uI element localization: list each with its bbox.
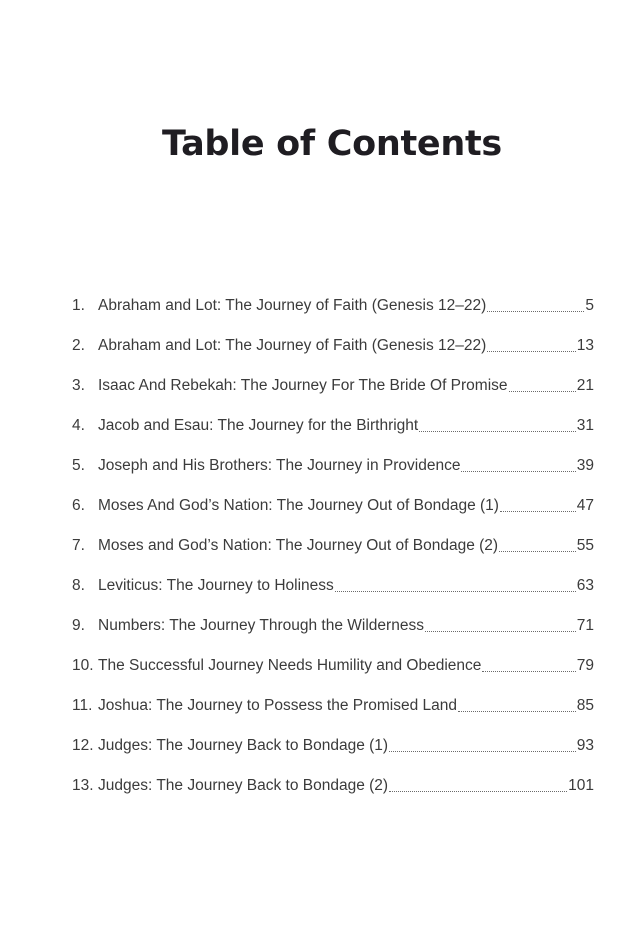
- dot-leader: [482, 655, 575, 677]
- toc-entry-title: Moses and God’s Nation: The Journey Out of Bondage (2): [98, 537, 499, 554]
- toc-entry-page: 93: [576, 737, 594, 754]
- toc-entry-title: Leviticus: The Journey to Holiness: [98, 577, 334, 594]
- dot-leader: [487, 295, 584, 317]
- toc-entry[interactable]: [72, 295, 594, 335]
- toc-entry[interactable]: [72, 455, 594, 495]
- dot-leader: [499, 535, 576, 557]
- toc-entry-title: Abraham and Lot: The Journey of Faith (Genesis 12–22): [98, 297, 487, 314]
- toc-entry-number: 9.: [72, 617, 85, 634]
- toc-entry-number: 4.: [72, 417, 85, 434]
- toc-entry-title: Moses And God’s Nation: The Journey Out of Bondage (1): [98, 497, 499, 514]
- toc-entry-number: 10.: [72, 657, 94, 674]
- toc-entry-title: Joseph and His Brothers: The Journey in Providence: [98, 457, 461, 474]
- toc-entry-title: Joshua: The Journey to Possess the Promised Land: [98, 697, 458, 714]
- toc-entry-page: 63: [576, 577, 594, 594]
- toc-entry-title: Judges: The Journey Back to Bondage (2): [98, 777, 389, 794]
- toc-entry-page: 79: [576, 657, 594, 674]
- dot-leader: [335, 575, 576, 597]
- dot-leader: [500, 495, 576, 517]
- dot-leader: [389, 775, 567, 797]
- toc-entry-number: 5.: [72, 457, 85, 474]
- dot-leader: [461, 455, 575, 477]
- dot-leader: [487, 335, 575, 357]
- toc-entry-title: Abraham and Lot: The Journey of Faith (Genesis 12–22): [98, 337, 487, 354]
- toc-entry[interactable]: [72, 495, 594, 535]
- toc-entry[interactable]: [72, 415, 594, 455]
- toc-entry-number: 6.: [72, 497, 85, 514]
- toc-entry-page: 85: [576, 697, 594, 714]
- toc-entry-number: 2.: [72, 337, 85, 354]
- toc-entry[interactable]: [72, 375, 594, 415]
- toc-entry[interactable]: [72, 735, 594, 775]
- toc-entry-title: Judges: The Journey Back to Bondage (1): [98, 737, 389, 754]
- toc-entry-title: The Successful Journey Needs Humility and Obedience: [98, 657, 482, 674]
- dot-leader: [389, 735, 576, 757]
- toc-entry[interactable]: [72, 655, 594, 695]
- toc-entry[interactable]: [72, 575, 594, 615]
- toc-entry-title: Isaac And Rebekah: The Journey For The Bride Of Promise: [98, 377, 508, 394]
- toc-entry-page: 55: [576, 537, 594, 554]
- toc-entry[interactable]: [72, 335, 594, 375]
- toc-entry[interactable]: [72, 535, 594, 575]
- toc-entry-page: 47: [576, 497, 594, 514]
- toc-entry-title: Numbers: The Journey Through the Wilderness: [98, 617, 424, 634]
- toc-entry-number: 12.: [72, 737, 94, 754]
- toc-entry-title: Jacob and Esau: The Journey for the Birthright: [98, 417, 419, 434]
- toc-entry[interactable]: [72, 695, 594, 735]
- toc-entry-page: 5: [585, 297, 594, 314]
- toc-entry-number: 1.: [72, 297, 85, 314]
- page-title: Table of Contents: [162, 124, 502, 164]
- dot-leader: [425, 615, 576, 637]
- toc-entry-number: 3.: [72, 377, 85, 394]
- toc-entry-number: 13.: [72, 777, 94, 794]
- toc-entry-page: 71: [576, 617, 594, 634]
- toc-entry-page: 39: [576, 457, 594, 474]
- toc-entry-number: 7.: [72, 537, 85, 554]
- toc-entry-page: 101: [568, 777, 594, 794]
- toc-entry[interactable]: [72, 775, 594, 815]
- toc-entry-number: 11.: [72, 697, 93, 714]
- toc-entry-number: 8.: [72, 577, 85, 594]
- dot-leader: [509, 375, 576, 397]
- toc-entry-page: 13: [576, 337, 594, 354]
- table-of-contents: [72, 295, 594, 815]
- toc-entry-page: 31: [576, 417, 594, 434]
- dot-leader: [419, 415, 576, 437]
- dot-leader: [458, 695, 576, 717]
- toc-entry[interactable]: [72, 615, 594, 655]
- toc-entry-page: 21: [576, 377, 594, 394]
